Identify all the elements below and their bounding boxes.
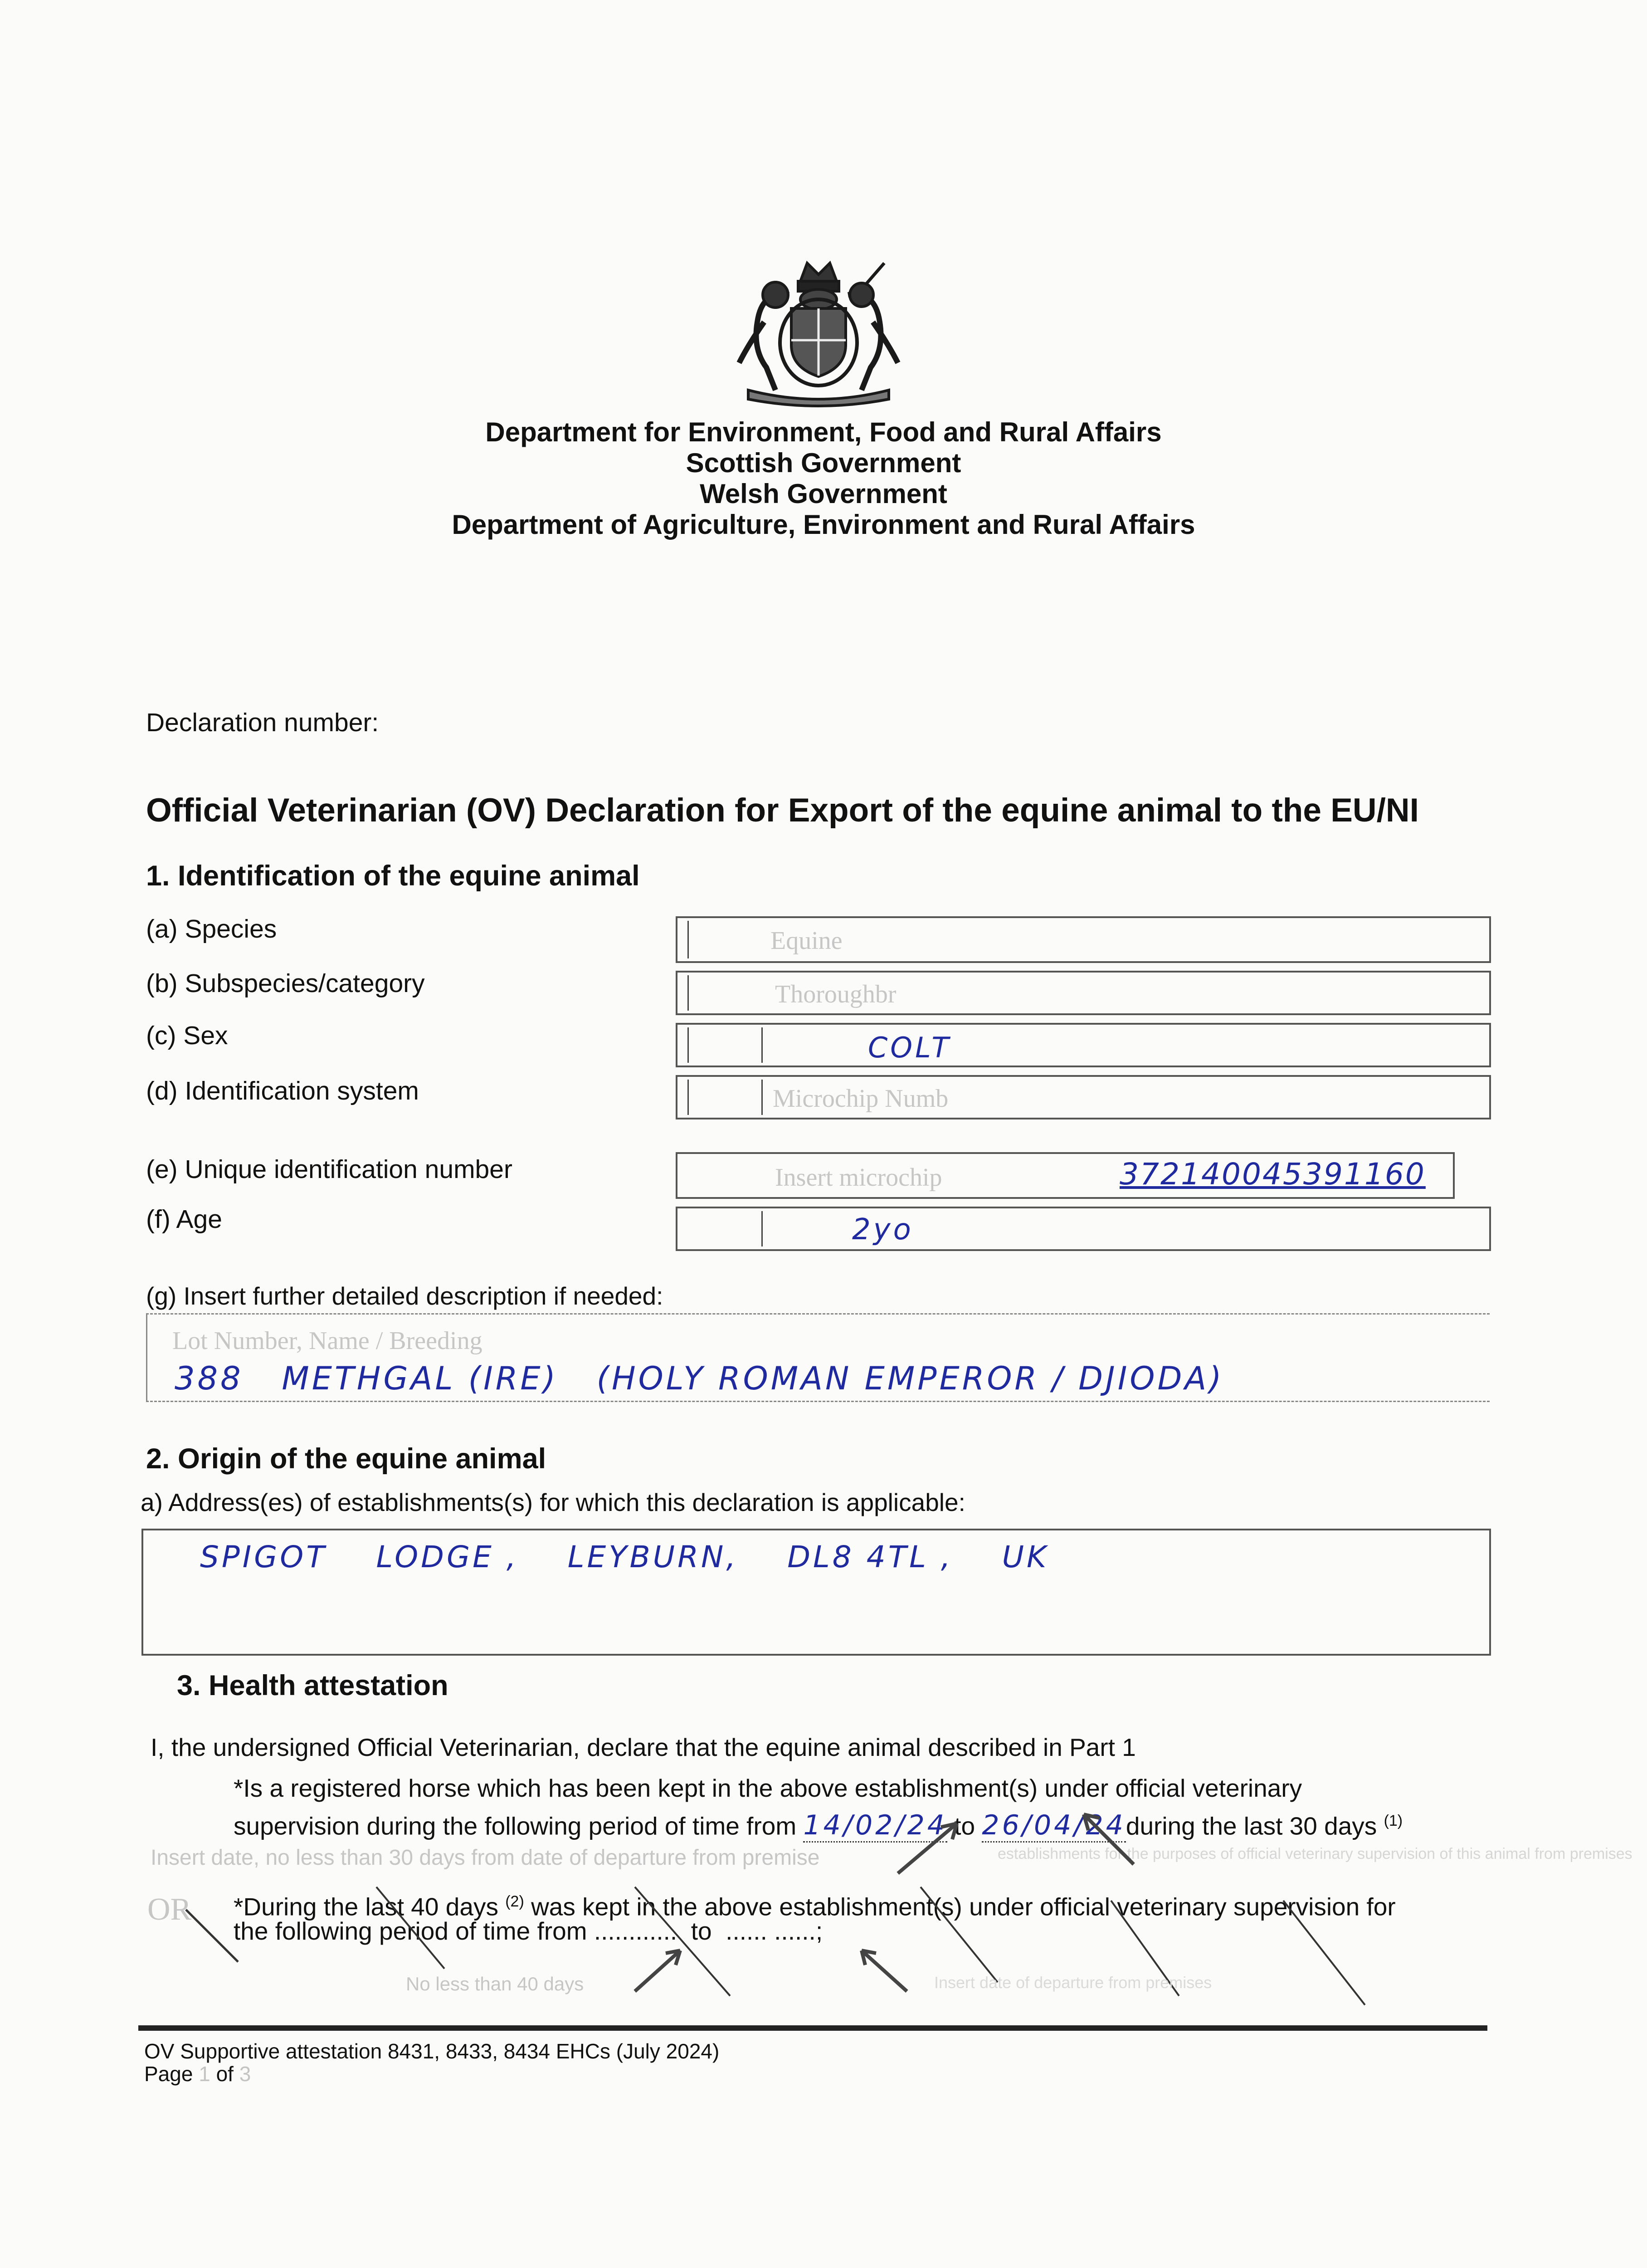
date-hint: Insert date, no less than 30 days from date of departure from premise — [151, 1846, 820, 1870]
of-word: of — [216, 2062, 234, 2086]
option1-line1: *Is a registered horse which has been kept in the above establishment(s) under official veterinary — [234, 1774, 1302, 1802]
option2-text-b: was kept in the above establishment(s) under official veterinary supervision for — [531, 1892, 1396, 1921]
sex-field[interactable] — [676, 1023, 1491, 1067]
further-description-field[interactable] — [146, 1313, 1490, 1402]
section-3-heading: 3. Health attestation — [177, 1670, 448, 1701]
unique-id-placeholder: Insert microchip — [775, 1163, 942, 1192]
subspecies-label: (b) Subspecies/category — [146, 969, 425, 998]
species-placeholder: Equine — [770, 927, 843, 955]
page-word: Page — [144, 2062, 193, 2086]
identification-system-placeholder: Microchip Numb — [773, 1085, 949, 1113]
declaration-number-label: Declaration number: — [146, 708, 379, 737]
sex-label: (c) Sex — [146, 1021, 228, 1050]
departure-hint: Insert date of departure from premises — [934, 1973, 1212, 1992]
subspecies-placeholder: Thoroughbr — [775, 980, 897, 1008]
address-value: SPIGOT LODGE , LEYBURN, DL8 4TL , UK — [200, 1540, 1049, 1574]
unique-id-value: 372140045391160 — [1120, 1157, 1426, 1192]
further-description-value: 388 METHGAL (IRE) (HOLY ROMAN EMPEROR / DJIODA) — [175, 1360, 1224, 1397]
option1-to: to — [954, 1812, 975, 1840]
section-2-heading: 2. Origin of the equine animal — [146, 1443, 546, 1475]
hint-arrow-to — [1075, 1805, 1147, 1873]
age-label: (f) Age — [146, 1205, 222, 1234]
identification-system-field[interactable] — [676, 1075, 1491, 1119]
hint-arrow-from — [889, 1814, 970, 1882]
page-number: 1 — [199, 2062, 210, 2086]
age-field[interactable] — [676, 1207, 1491, 1251]
department-name-welsh-government: Welsh Government — [700, 479, 947, 509]
or-label: OR — [147, 1892, 192, 1927]
date-to-value[interactable]: 26/04/24 — [982, 1809, 1126, 1843]
further-description-placeholder: Lot Number, Name / Breeding — [172, 1327, 482, 1355]
footer-attestation: OV Supportive attestation 8431, 8433, 8434 EHCs (July 2024) — [144, 2039, 720, 2063]
further-description-label: (g) Insert further detailed description if needed: — [146, 1282, 663, 1310]
address-field[interactable] — [141, 1529, 1491, 1656]
option1-text-a: supervision during the following period of time from — [234, 1812, 797, 1840]
subspecies-field[interactable] — [676, 971, 1491, 1015]
identification-system-label: (d) Identification system — [146, 1076, 419, 1105]
section-1-heading: 1. Identification of the equine animal — [146, 860, 640, 892]
hint-arrow-2-to — [853, 1941, 921, 2000]
species-field[interactable] — [676, 916, 1491, 963]
address-label: a) Address(es) of establishments(s) for which this declaration is applicable: — [141, 1488, 965, 1516]
department-name-scottish-government: Scottish Government — [686, 448, 961, 478]
footnote-2-marker: (2) — [505, 1893, 524, 1910]
establishment-hint: establishments for the purposes of official veterinary supervision of this animal from premises — [998, 1845, 1632, 1862]
unique-id-field[interactable] — [676, 1152, 1455, 1199]
option2-text-a: *During the last 40 days — [234, 1892, 498, 1921]
department-name-daera: Department of Agriculture, Environment and Rural Affairs — [452, 509, 1195, 540]
sex-value: COLT — [868, 1031, 952, 1064]
document-title: Official Veterinarian (OV) Declaration for Export of the equine animal to the EU/NI — [146, 792, 1419, 829]
hint-arrow-2-from — [626, 1941, 694, 2000]
royal-coat-of-arms-logo — [721, 254, 916, 404]
species-label: (a) Species — [146, 914, 277, 943]
age-value: 2yo — [852, 1213, 914, 1246]
date-from-value[interactable]: 14/02/24 — [803, 1809, 947, 1843]
page-total: 3 — [239, 2062, 251, 2086]
period-hint: No less than 40 days — [406, 1973, 584, 1994]
option1-text-b: during the last 30 days — [1126, 1812, 1377, 1840]
footer-rule — [138, 2025, 1487, 2031]
footnote-1-marker: (1) — [1384, 1812, 1403, 1829]
unique-id-label: (e) Unique identification number — [146, 1155, 512, 1184]
department-name-defra: Department for Environment, Food and Rural Affairs — [485, 417, 1162, 447]
option1-line2 — [234, 1806, 1403, 1840]
page-indicator — [144, 2062, 251, 2086]
health-attestation-intro: I, the undersigned Official Veterinarian, declare that the equine animal described in Part 1 — [151, 1733, 1136, 1761]
option2-line2: the following period of time from ............ to ...... ......; — [234, 1917, 823, 1945]
